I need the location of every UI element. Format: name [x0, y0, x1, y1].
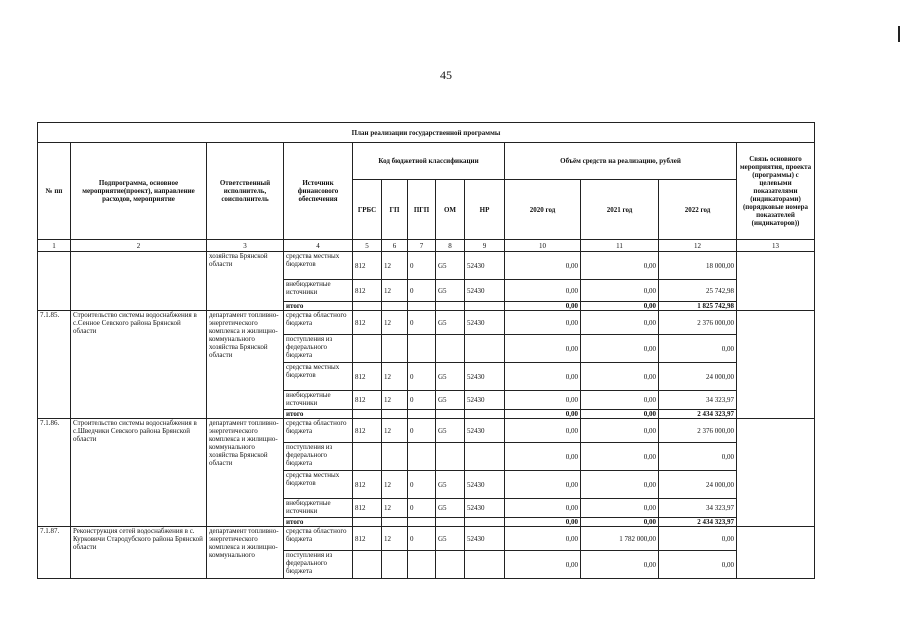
col-number: 3: [207, 240, 284, 252]
col-source-header: Источник финансового обеспечения: [284, 143, 353, 240]
col-subprogram-header: Подпрограмма, основное мероприятие(проект), направление расходов, мероприятие: [71, 143, 207, 240]
table-row: хозяйства Брянской области средства местных бюджетов 812 12 0 G5 52430 0,00 0,00 18 000,00: [38, 252, 815, 280]
column-number-row: [38, 240, 815, 252]
year-header: 2020 год: [505, 180, 581, 240]
source-cell: средства областного бюджета: [284, 527, 353, 551]
source-cell: внебюджетные источники: [284, 280, 353, 302]
source-cell: средства местных бюджетов: [284, 252, 353, 280]
col-number: 6: [382, 240, 408, 252]
year-header: 2021 год: [581, 180, 659, 240]
col-number: 1: [38, 240, 71, 252]
col-number: 5: [353, 240, 382, 252]
responsible-cell: департамент топливно-энергетического комплекса и жилищно-коммунального: [207, 527, 284, 579]
source-cell: внебюджетные источники: [284, 499, 353, 518]
plan-title: План реализации государственной программы: [38, 123, 815, 143]
source-cell: средства местных бюджетов: [284, 363, 353, 391]
measure-name: Строительство системы водоснабжения в с.Шведчики Севского района Брянской области: [71, 419, 207, 527]
source-cell: средства местных бюджетов: [284, 471, 353, 499]
row-number: 7.1.85.: [38, 311, 71, 419]
measure-name: Реконструкция сетей водоснабжения в с. Курковичи Стародубского района Брянской области: [71, 527, 207, 579]
table-row: 7.1.87. Реконструкция сетей водоснабжения в с. Курковичи Стародубского района Брянской области департамент топливно-энергетического комплекса и жилищно-коммунального средства областного бюджета 812 12 0 G5 52430 0,00 1 782 000,00 0,00: [38, 527, 815, 551]
table-row: средства местных бюджетов 812 12 0 G5 52430 0,00 0,00 24 000,00: [38, 363, 815, 391]
table-row: поступления из федерального бюджета 0,00 0,00 0,00: [38, 443, 815, 471]
code-header: НР: [465, 180, 505, 240]
source-cell: средства областного бюджета: [284, 311, 353, 335]
margin-rule: [898, 26, 900, 42]
col-number: 4: [284, 240, 353, 252]
table-row: 7.1.85. Строительство системы водоснабжения в с.Сенное Севского района Брянской области департамент топливно-энергетического комплекса и жилищно-коммунального хозяйства Брянской области средства областного бюджета 812 12 0 G5 52430 0,00 0,00 2 376 000,00: [38, 311, 815, 335]
table-row: 7.1.86. Строительство системы водоснабжения в с.Шведчики Севского района Брянской области департамент топливно-энергетического комплекса и жилищно-коммунального хозяйства Брянской области средства областного бюджета 812 12 0 G5 52430 0,00 0,00 2 376 000,00: [38, 419, 815, 443]
col-number: 7: [408, 240, 436, 252]
responsible-cell: департамент топливно-энергетического комплекса и жилищно-коммунального хозяйства Брянской области: [207, 419, 284, 527]
table-row: внебюджетные источники 812 12 0 G5 52430 0,00 0,00 25 742,98: [38, 280, 815, 302]
measure-name: Строительство системы водоснабжения в с.Сенное Севского района Брянской области: [71, 311, 207, 419]
funds-header: Объём средств на реализацию, рублей: [505, 143, 737, 180]
col-number: 10: [505, 240, 581, 252]
total-row: итого 0,00 0,00 2 434 323,97: [38, 410, 815, 419]
col-responsible-header: Ответственный исполнитель, соисполнитель: [207, 143, 284, 240]
source-cell: поступления из федерального бюджета: [284, 335, 353, 363]
col-no-header: № пп: [38, 143, 71, 240]
source-cell: внебюджетные источники: [284, 391, 353, 410]
col-number: 2: [71, 240, 207, 252]
table-row: поступления из федерального бюджета 0,00 0,00 0,00: [38, 551, 815, 579]
table-row: внебюджетные источники 812 12 0 G5 52430 0,00 0,00 34 323,97: [38, 499, 815, 518]
total-row: итого 0,00 0,00 2 434 323,97: [38, 518, 815, 527]
plan-table: [37, 122, 815, 579]
row-number: 7.1.86.: [38, 419, 71, 527]
row-number: 7.1.87.: [38, 527, 71, 579]
responsible-cell: департамент топливно-энергетического комплекса и жилищно-коммунального хозяйства Брянской области: [207, 311, 284, 419]
total-row: итого 0,00 0,00 1 825 742,98: [38, 302, 815, 311]
budget-code-header: Код бюджетной классификации: [353, 143, 505, 180]
col-number: 8: [436, 240, 465, 252]
table-row: средства местных бюджетов 812 12 0 G5 52430 0,00 0,00 24 000,00: [38, 471, 815, 499]
col-number: 12: [659, 240, 737, 252]
source-cell: средства областного бюджета: [284, 419, 353, 443]
table-row: внебюджетные источники 812 12 0 G5 52430 0,00 0,00 34 323,97: [38, 391, 815, 410]
col-number: 13: [737, 240, 815, 252]
code-header: ГРБС: [353, 180, 382, 240]
col-number: 9: [465, 240, 505, 252]
source-cell: поступления из федерального бюджета: [284, 443, 353, 471]
col-number: 11: [581, 240, 659, 252]
col-link-header: Связь основного мероприятия, проекта (программы) с целевыми показателями (индикаторами) (порядковые номера показателей (индикаторов)): [737, 143, 815, 240]
code-header: ОМ: [436, 180, 465, 240]
responsible-cell: хозяйства Брянской области: [207, 252, 284, 311]
page-number: 45: [440, 68, 452, 82]
code-header: ГП: [382, 180, 408, 240]
code-header: ПГП: [408, 180, 436, 240]
source-cell: поступления из федерального бюджета: [284, 551, 353, 579]
table-row: поступления из федерального бюджета 0,00 0,00 0,00: [38, 335, 815, 363]
year-header: 2022 год: [659, 180, 737, 240]
